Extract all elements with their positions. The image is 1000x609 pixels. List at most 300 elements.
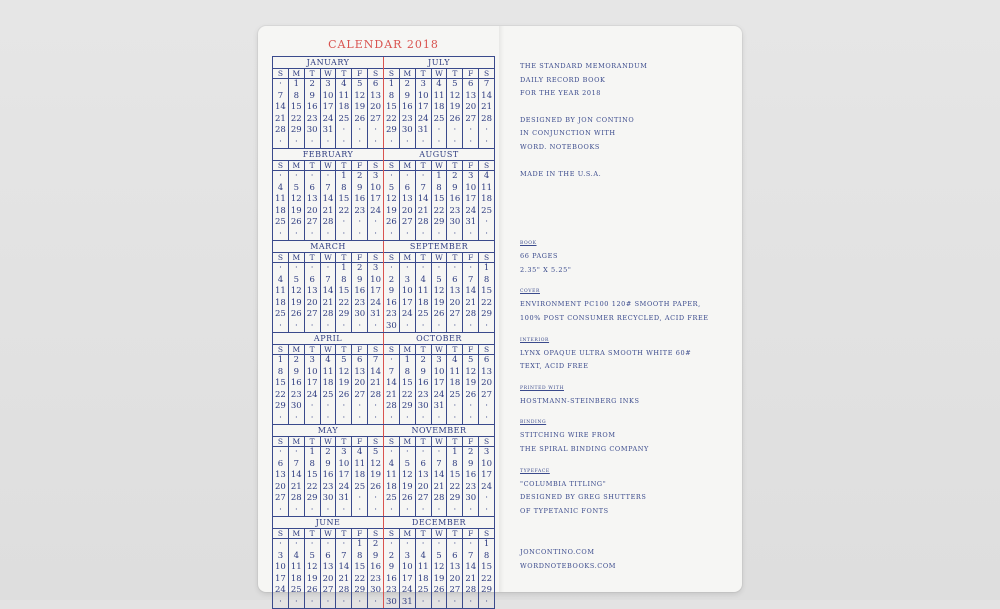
day-cell: 19 [386, 205, 397, 216]
day-cell: 4 [288, 551, 304, 563]
week-row [273, 413, 383, 425]
day-cell: · [399, 263, 415, 275]
day-cell: · [279, 136, 282, 147]
day-cell: 15 [446, 470, 462, 482]
day-cell: 18 [275, 205, 286, 216]
day-cell: 4 [351, 447, 367, 459]
day-cell: · [279, 171, 282, 181]
day-cell: 31 [320, 125, 336, 137]
weekday-label: T [304, 161, 320, 170]
week-row [273, 551, 383, 563]
day-cell: · [390, 539, 393, 549]
day-cell: 19 [431, 574, 447, 586]
day-cell: 14 [275, 102, 286, 112]
day-cell: 27 [446, 309, 462, 321]
week-row [273, 378, 383, 390]
weekday-label: W [431, 437, 447, 446]
week-row [384, 378, 494, 390]
month-name: SEPTEMBER [384, 241, 494, 253]
month-name: APRIL [273, 333, 383, 345]
day-cell: 1 [304, 447, 320, 459]
week-row [384, 355, 494, 367]
day-cell: 30 [386, 320, 397, 331]
weekday-label: F [351, 529, 367, 538]
weekday-header [384, 161, 494, 171]
day-cell: 4 [388, 458, 395, 469]
day-cell: 23 [462, 482, 478, 494]
weekday-label: S [478, 253, 494, 262]
day-cell: · [288, 413, 304, 425]
day-cell: 29 [351, 585, 367, 597]
weekday-label: M [288, 69, 304, 78]
day-cell: 16 [446, 194, 462, 206]
day-cell: 5 [399, 459, 415, 471]
day-cell: 24 [367, 298, 383, 310]
day-cell: · [320, 171, 336, 183]
day-cell: 17 [399, 298, 415, 310]
weekday-label: S [478, 345, 494, 354]
day-cell: 13 [304, 194, 320, 206]
day-cell: · [446, 597, 462, 609]
day-cell: 21 [462, 574, 478, 586]
day-cell: 9 [388, 286, 395, 296]
day-cell: 4 [277, 182, 284, 193]
day-cell: 19 [399, 482, 415, 494]
day-cell: 20 [304, 298, 320, 310]
day-cell: 10 [275, 562, 286, 572]
day-cell: · [462, 401, 478, 413]
month-block [273, 149, 383, 240]
day-cell: 2 [446, 171, 462, 183]
weekday-label: S [478, 161, 494, 170]
day-cell: · [415, 539, 431, 551]
binding-section [520, 419, 730, 456]
day-cell: · [320, 263, 336, 275]
week-row [384, 367, 494, 379]
day-cell: · [390, 355, 393, 365]
week-row [273, 482, 383, 494]
weekday-label: T [304, 345, 320, 354]
weekday-label: F [462, 161, 478, 170]
weekday-label: T [335, 529, 351, 538]
weekday-label: T [446, 345, 462, 354]
day-cell: · [431, 505, 447, 517]
day-cell: 23 [386, 309, 397, 319]
day-cell: 15 [288, 102, 304, 114]
day-cell: 5 [351, 79, 367, 91]
weekday-label: M [288, 345, 304, 354]
day-cell: 16 [304, 102, 320, 114]
weekday-label: T [415, 437, 431, 446]
week-row [273, 286, 383, 298]
weekday-label: M [399, 437, 415, 446]
day-cell: 24 [304, 390, 320, 402]
day-cell: · [279, 412, 282, 423]
day-cell: · [351, 321, 367, 333]
month-block [383, 57, 494, 148]
month-block [383, 241, 494, 332]
day-cell: 16 [415, 378, 431, 390]
weekday-label: S [367, 345, 383, 354]
day-cell: 15 [478, 562, 494, 574]
day-cell: · [279, 228, 282, 239]
day-cell: 17 [431, 378, 447, 390]
day-cell: · [335, 539, 351, 551]
day-cell: · [320, 413, 336, 425]
day-cell: 21 [462, 298, 478, 310]
day-cell: 10 [335, 459, 351, 471]
day-cell: · [320, 505, 336, 517]
day-cell: · [320, 401, 336, 413]
day-cell: 11 [351, 459, 367, 471]
day-cell: · [462, 125, 478, 137]
day-cell: · [279, 320, 282, 331]
credit-line: DESIGNED BY JON CONTINO [520, 115, 635, 124]
day-cell: 29 [288, 125, 304, 137]
day-cell: 22 [304, 482, 320, 494]
week-row [384, 597, 494, 609]
day-cell: 17 [367, 194, 383, 206]
day-cell: · [351, 217, 367, 229]
week-row [273, 585, 383, 597]
day-cell: 10 [478, 459, 494, 471]
day-cell: 29 [446, 493, 462, 505]
weekday-label: T [415, 529, 431, 538]
day-cell: · [415, 263, 431, 275]
week-row [384, 137, 494, 149]
day-cell: 19 [335, 378, 351, 390]
month-name: OCTOBER [384, 333, 494, 345]
week-row [384, 229, 494, 241]
day-cell: 30 [399, 125, 415, 137]
day-cell: · [335, 597, 351, 609]
day-cell: 12 [446, 91, 462, 103]
day-cell: 9 [462, 459, 478, 471]
colophon [520, 60, 730, 573]
week-row [384, 183, 494, 195]
section-line: STITCHING WIRE FROM [520, 431, 616, 440]
section-line: ENVIRONMENT PC100 120# SMOOTH PAPER, [520, 300, 701, 309]
week-row [273, 562, 383, 574]
day-cell: · [320, 137, 336, 149]
day-cell: · [415, 505, 431, 517]
weekday-label: W [320, 529, 336, 538]
day-cell: · [335, 505, 351, 517]
day-cell: 19 [462, 378, 478, 390]
day-cell: 20 [304, 206, 320, 218]
week-row [384, 390, 494, 402]
day-cell: · [288, 505, 304, 517]
weekday-label: S [478, 69, 494, 78]
day-cell: · [390, 447, 393, 457]
day-cell: 25 [415, 585, 431, 597]
day-cell: 1 [277, 355, 284, 365]
day-cell: 17 [462, 194, 478, 206]
day-cell: · [304, 321, 320, 333]
weekday-label: M [288, 437, 304, 446]
day-cell: · [367, 493, 383, 505]
day-cell: 14 [320, 286, 336, 298]
week-row [384, 562, 494, 574]
weekday-label: T [446, 529, 462, 538]
day-cell: · [390, 263, 393, 273]
day-cell: · [431, 539, 447, 551]
day-cell: · [431, 229, 447, 241]
weekday-label: S [277, 161, 283, 170]
month-block [273, 333, 383, 424]
weekday-label: W [431, 161, 447, 170]
weekday-label: T [335, 345, 351, 354]
week-row [384, 171, 494, 183]
day-cell: 5 [446, 79, 462, 91]
day-cell: 30 [415, 401, 431, 413]
day-cell: 12 [367, 459, 383, 471]
weekday-label: W [320, 253, 336, 262]
weekday-label: T [335, 437, 351, 446]
month-name: NOVEMBER [384, 425, 494, 437]
weekday-label: T [415, 253, 431, 262]
day-cell: 17 [320, 102, 336, 114]
day-cell: 28 [415, 217, 431, 229]
day-cell: 11 [446, 367, 462, 379]
day-cell: 20 [478, 378, 494, 390]
day-cell: · [390, 412, 393, 423]
weekday-label: F [462, 253, 478, 262]
day-cell: 11 [415, 286, 431, 298]
day-cell: 13 [478, 367, 494, 379]
weekday-label: F [462, 437, 478, 446]
day-cell: · [446, 413, 462, 425]
day-cell: 11 [478, 183, 494, 195]
day-cell: · [367, 229, 383, 241]
day-cell: 7 [288, 459, 304, 471]
weekday-label: F [462, 345, 478, 354]
day-cell: 16 [351, 194, 367, 206]
day-cell: 3 [415, 79, 431, 91]
weekday-label: T [446, 161, 462, 170]
day-cell: 31 [431, 401, 447, 413]
week-row [384, 493, 494, 505]
day-cell: 5 [431, 551, 447, 563]
weekday-label: M [288, 161, 304, 170]
month-name: MARCH [273, 241, 383, 253]
weekday-label: T [415, 69, 431, 78]
day-cell: · [462, 137, 478, 149]
month-block [383, 333, 494, 424]
day-cell: 15 [335, 286, 351, 298]
weekday-label: S [367, 253, 383, 262]
day-cell: 3 [399, 275, 415, 287]
weekday-label: M [288, 253, 304, 262]
section-line: "COLUMBIA TITLING" [520, 479, 607, 488]
week-row [384, 263, 494, 275]
day-cell: 28 [320, 309, 336, 321]
day-cell: 22 [478, 574, 494, 586]
day-cell: 6 [367, 79, 383, 91]
day-cell: 16 [462, 470, 478, 482]
day-cell: 4 [431, 79, 447, 91]
weekday-header [273, 345, 383, 355]
day-cell: 9 [399, 91, 415, 103]
day-cell: 2 [388, 274, 395, 285]
week-row [273, 470, 383, 482]
day-cell: · [320, 539, 336, 551]
day-cell: · [304, 539, 320, 551]
intro-line: THE STANDARD MEMORANDUM [520, 62, 648, 70]
day-cell: · [335, 125, 351, 137]
day-cell: · [367, 401, 383, 413]
day-cell: 23 [320, 482, 336, 494]
day-cell: · [288, 171, 304, 183]
section-line: OF TYPETANIC FONTS [520, 506, 609, 515]
day-cell: · [367, 321, 383, 333]
day-cell: 19 [288, 298, 304, 310]
day-cell: 10 [304, 367, 320, 379]
day-cell: 12 [462, 367, 478, 379]
day-cell: 20 [367, 102, 383, 114]
weekday-label: W [320, 345, 336, 354]
day-cell: 7 [367, 355, 383, 367]
day-cell: 22 [288, 114, 304, 126]
weekday-label: M [288, 529, 304, 538]
month-name: DECEMBER [384, 517, 494, 529]
printed-with-section [520, 385, 730, 409]
day-cell: 5 [288, 183, 304, 195]
week-row [384, 505, 494, 517]
day-cell: · [304, 137, 320, 149]
day-cell: · [288, 447, 304, 459]
day-cell: · [478, 401, 494, 413]
weekday-header [384, 253, 494, 263]
day-cell: 18 [275, 297, 286, 308]
day-cell: 15 [399, 378, 415, 390]
day-cell: 16 [320, 470, 336, 482]
week-row [273, 447, 383, 459]
intro-line: DAILY RECORD BOOK [520, 75, 606, 84]
day-cell: 25 [351, 482, 367, 494]
day-cell: · [478, 493, 494, 505]
day-cell: 26 [335, 390, 351, 402]
month-pair [272, 333, 495, 425]
day-cell: · [351, 413, 367, 425]
day-cell: · [478, 125, 494, 137]
day-cell: 7 [431, 459, 447, 471]
day-cell: 4 [478, 171, 494, 183]
weekday-label: M [399, 69, 415, 78]
day-cell: 8 [431, 183, 447, 195]
day-cell: 22 [335, 298, 351, 310]
day-cell: 5 [288, 275, 304, 287]
weekday-label: S [367, 161, 383, 170]
day-cell: · [399, 171, 415, 183]
week-row [384, 585, 494, 597]
weekday-label: T [304, 529, 320, 538]
week-row [273, 137, 383, 149]
day-cell: 7 [478, 79, 494, 91]
weekday-label: W [431, 345, 447, 354]
day-cell: 26 [399, 493, 415, 505]
week-row [384, 413, 494, 425]
day-cell: 13 [304, 286, 320, 298]
day-cell: · [446, 505, 462, 517]
week-row [273, 275, 383, 287]
day-cell: 25 [320, 390, 336, 402]
day-cell: 16 [288, 378, 304, 390]
day-cell: 4 [335, 79, 351, 91]
day-cell: 27 [462, 114, 478, 126]
open-notebook [258, 26, 742, 607]
day-cell: 10 [462, 183, 478, 195]
day-cell: 7 [277, 90, 284, 101]
day-cell: 24 [275, 585, 286, 595]
week-row [273, 298, 383, 310]
day-cell: 22 [275, 389, 286, 400]
section-label: BINDING [520, 420, 547, 426]
day-cell: 24 [320, 114, 336, 126]
day-cell: 12 [351, 91, 367, 103]
day-cell: 15 [275, 378, 286, 388]
day-cell: 4 [446, 355, 462, 367]
day-cell: 16 [351, 286, 367, 298]
day-cell: 22 [335, 206, 351, 218]
day-cell: 31 [367, 309, 383, 321]
day-cell: 24 [367, 206, 383, 218]
day-cell: 28 [431, 493, 447, 505]
day-cell: 23 [415, 390, 431, 402]
day-cell: 20 [462, 102, 478, 114]
weekday-label: W [431, 529, 447, 538]
day-cell: 4 [415, 551, 431, 563]
week-row [384, 574, 494, 586]
week-row [273, 539, 383, 551]
week-row [384, 286, 494, 298]
day-cell: · [415, 321, 431, 333]
day-cell: 11 [288, 562, 304, 574]
week-row [384, 194, 494, 206]
week-row [273, 171, 383, 183]
week-row [273, 309, 383, 321]
week-row [273, 459, 383, 471]
day-cell: 3 [462, 171, 478, 183]
day-cell: 13 [399, 194, 415, 206]
week-row [384, 217, 494, 229]
day-cell: 14 [288, 470, 304, 482]
week-row [384, 102, 494, 114]
day-cell: · [399, 229, 415, 241]
day-cell: 21 [478, 102, 494, 114]
week-row [384, 539, 494, 551]
day-cell: 18 [431, 102, 447, 114]
day-cell: 23 [351, 206, 367, 218]
website-link: WORDNOTEBOOKS.COM [520, 561, 617, 570]
weekday-header [273, 437, 383, 447]
day-cell: 18 [415, 298, 431, 310]
day-cell: 25 [275, 217, 286, 227]
day-cell: 20 [415, 482, 431, 494]
section-label: COVER [520, 289, 540, 295]
day-cell: 18 [478, 194, 494, 206]
weekday-label: T [415, 345, 431, 354]
day-cell: 7 [388, 366, 395, 377]
day-cell: 19 [446, 102, 462, 114]
day-cell: 26 [288, 217, 304, 229]
day-cell: 30 [351, 309, 367, 321]
weekday-label: S [388, 345, 394, 354]
day-cell: 2 [351, 171, 367, 183]
day-cell: 22 [386, 113, 397, 124]
day-cell: 4 [277, 274, 284, 285]
day-cell: · [304, 171, 320, 183]
